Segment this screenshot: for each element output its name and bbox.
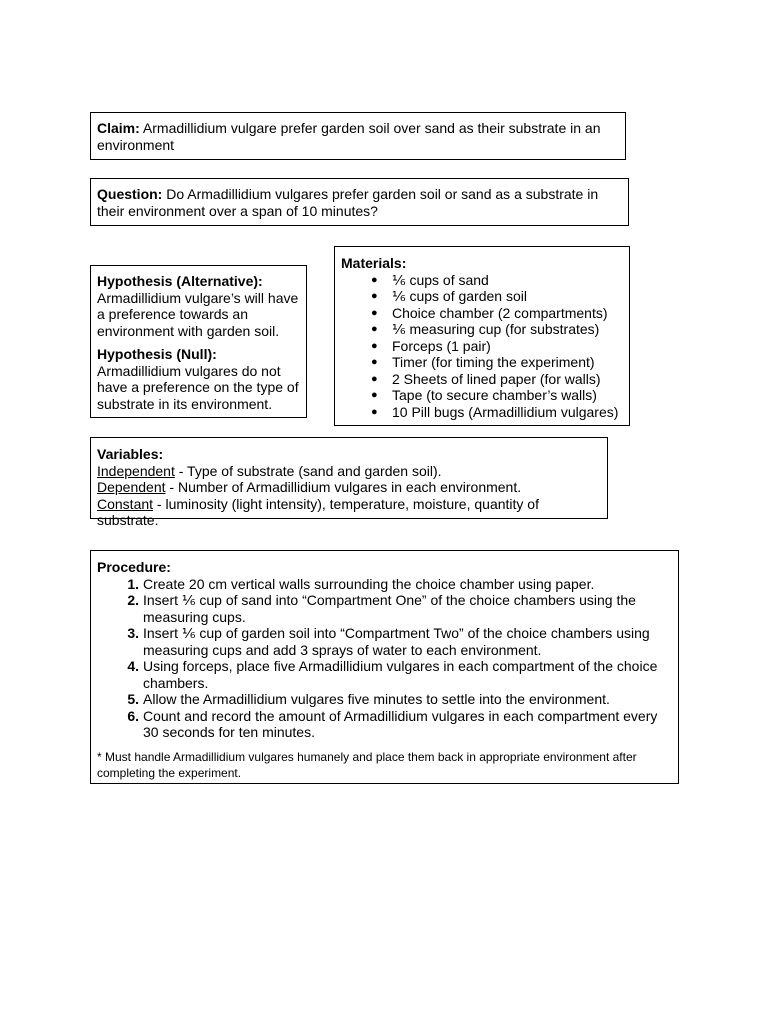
list-item bbox=[371, 338, 623, 355]
step-number: 4. bbox=[127, 658, 139, 674]
independent-variable bbox=[97, 463, 601, 480]
hypothesis-spacer bbox=[97, 339, 300, 346]
question-paragraph bbox=[97, 186, 622, 219]
step-number: 3. bbox=[127, 625, 139, 641]
material-text: 2 Sheets of lined paper (for walls) bbox=[392, 370, 601, 387]
bullet-icon: ● bbox=[371, 339, 378, 352]
hypothesis-alt-label: Hypothesis (Alternative): bbox=[97, 273, 263, 289]
step-number: 5. bbox=[127, 691, 139, 707]
procedure-step bbox=[113, 708, 672, 741]
step-number: 6. bbox=[127, 707, 139, 724]
step-text: Allow the Armadillidium vulgares five minutes to settle into the environment. bbox=[143, 691, 610, 707]
procedure-step bbox=[113, 658, 672, 691]
step-number: 2. bbox=[127, 592, 139, 608]
step-text: Insert ⅙ cup of garden soil into “Compartment Two” of the choice chambers using measuring cups and add 3 sprays of water to each environment. bbox=[143, 625, 650, 658]
bullet-icon: ● bbox=[371, 372, 378, 385]
question-text: Do Armadillidium vulgares prefer garden soil or sand as a substrate in their environment over a span of 10 minutes? bbox=[97, 186, 599, 219]
independent-text: - Type of substrate (sand and garden soil). bbox=[174, 462, 442, 479]
list-item bbox=[371, 354, 623, 371]
materials-list bbox=[341, 272, 623, 421]
bullet-icon: ● bbox=[371, 323, 378, 335]
materials-box bbox=[334, 246, 630, 426]
procedure-note: * Must handle Armadillidium vulgares humanely and place them back in appropriate environment after completing the experiment. bbox=[97, 749, 637, 780]
dependent-text: - Number of Armadillidium vulgares in each environment. bbox=[165, 479, 522, 495]
hypothesis-null-label: Hypothesis (Null): bbox=[97, 346, 217, 362]
procedure-steps bbox=[97, 576, 672, 741]
material-text: ⅙ measuring cup (for substrates) bbox=[392, 321, 600, 337]
constant-variable bbox=[97, 496, 601, 529]
dependent-variable bbox=[97, 479, 601, 496]
step-text: Insert ⅙ cup of sand into “Compartment One” of the choice chambers using the measuring cups. bbox=[143, 592, 636, 625]
step-text: Count and record the amount of Armadillidium vulgares in each compartment every 30 seconds for ten minutes. bbox=[143, 707, 658, 740]
list-item bbox=[371, 305, 623, 322]
material-text: ⅙ cups of garden soil bbox=[392, 288, 527, 304]
bullet-icon: ● bbox=[371, 405, 378, 418]
step-number: 1. bbox=[127, 575, 139, 592]
procedure-box bbox=[90, 550, 679, 784]
bullet-icon: ● bbox=[371, 306, 378, 319]
material-text: Tape (to secure chamber’s walls) bbox=[392, 387, 597, 403]
bullet-icon: ● bbox=[371, 356, 378, 368]
materials-label: Materials: bbox=[341, 255, 407, 271]
independent-label: Independent bbox=[97, 462, 175, 479]
list-item bbox=[371, 371, 623, 388]
bullet-icon: ● bbox=[371, 389, 378, 401]
step-text: Create 20 cm vertical walls surrounding the choice chamber using paper. bbox=[143, 575, 595, 592]
hypothesis-null-text: Armadillidium vulgares do not have a preference on the type of substrate in its environment. bbox=[97, 362, 299, 412]
step-text: Using forceps, place five Armadillidium vulgares in each compartment of the choice chambers. bbox=[143, 658, 658, 691]
hypothesis-box bbox=[90, 265, 307, 418]
variables-box bbox=[90, 437, 608, 528]
constant-text: - luminosity (light intensity), temperature, moisture, quantity of substrate. bbox=[97, 495, 539, 528]
variables-label: Variables: bbox=[97, 446, 164, 462]
list-item bbox=[371, 321, 623, 338]
list-item bbox=[371, 272, 623, 289]
constant-label: Constant bbox=[97, 495, 154, 512]
bullet-icon: ● bbox=[371, 273, 378, 286]
dependent-label: Dependent bbox=[97, 479, 166, 495]
claim-text: Armadillidium vulgare prefer garden soil over sand as their substrate in an environment bbox=[97, 120, 601, 153]
material-text: 10 Pill bugs (Armadillidium vulgares) bbox=[392, 403, 619, 420]
list-item bbox=[371, 288, 623, 305]
hypothesis-alt-text: Armadillidium vulgare’s will have a preference towards an environment with garden soil. bbox=[97, 289, 299, 339]
question-label: Question: bbox=[97, 186, 163, 202]
procedure-step bbox=[113, 576, 672, 593]
claim-paragraph bbox=[97, 120, 619, 153]
procedure-label: Procedure: bbox=[97, 559, 171, 575]
procedure-step bbox=[113, 691, 672, 708]
material-text: Timer (for timing the experiment) bbox=[392, 354, 595, 370]
bullet-icon: ● bbox=[371, 290, 378, 302]
material-text: Choice chamber (2 compartments) bbox=[392, 304, 608, 321]
procedure-step bbox=[113, 592, 672, 625]
material-text: ⅙ cups of sand bbox=[392, 271, 489, 288]
material-text: Forceps (1 pair) bbox=[392, 337, 491, 354]
claim-box bbox=[90, 112, 626, 160]
procedure-step bbox=[113, 625, 672, 658]
list-item bbox=[371, 387, 623, 404]
question-box bbox=[90, 178, 629, 226]
claim-label: Claim: bbox=[97, 120, 140, 136]
list-item bbox=[371, 404, 623, 421]
